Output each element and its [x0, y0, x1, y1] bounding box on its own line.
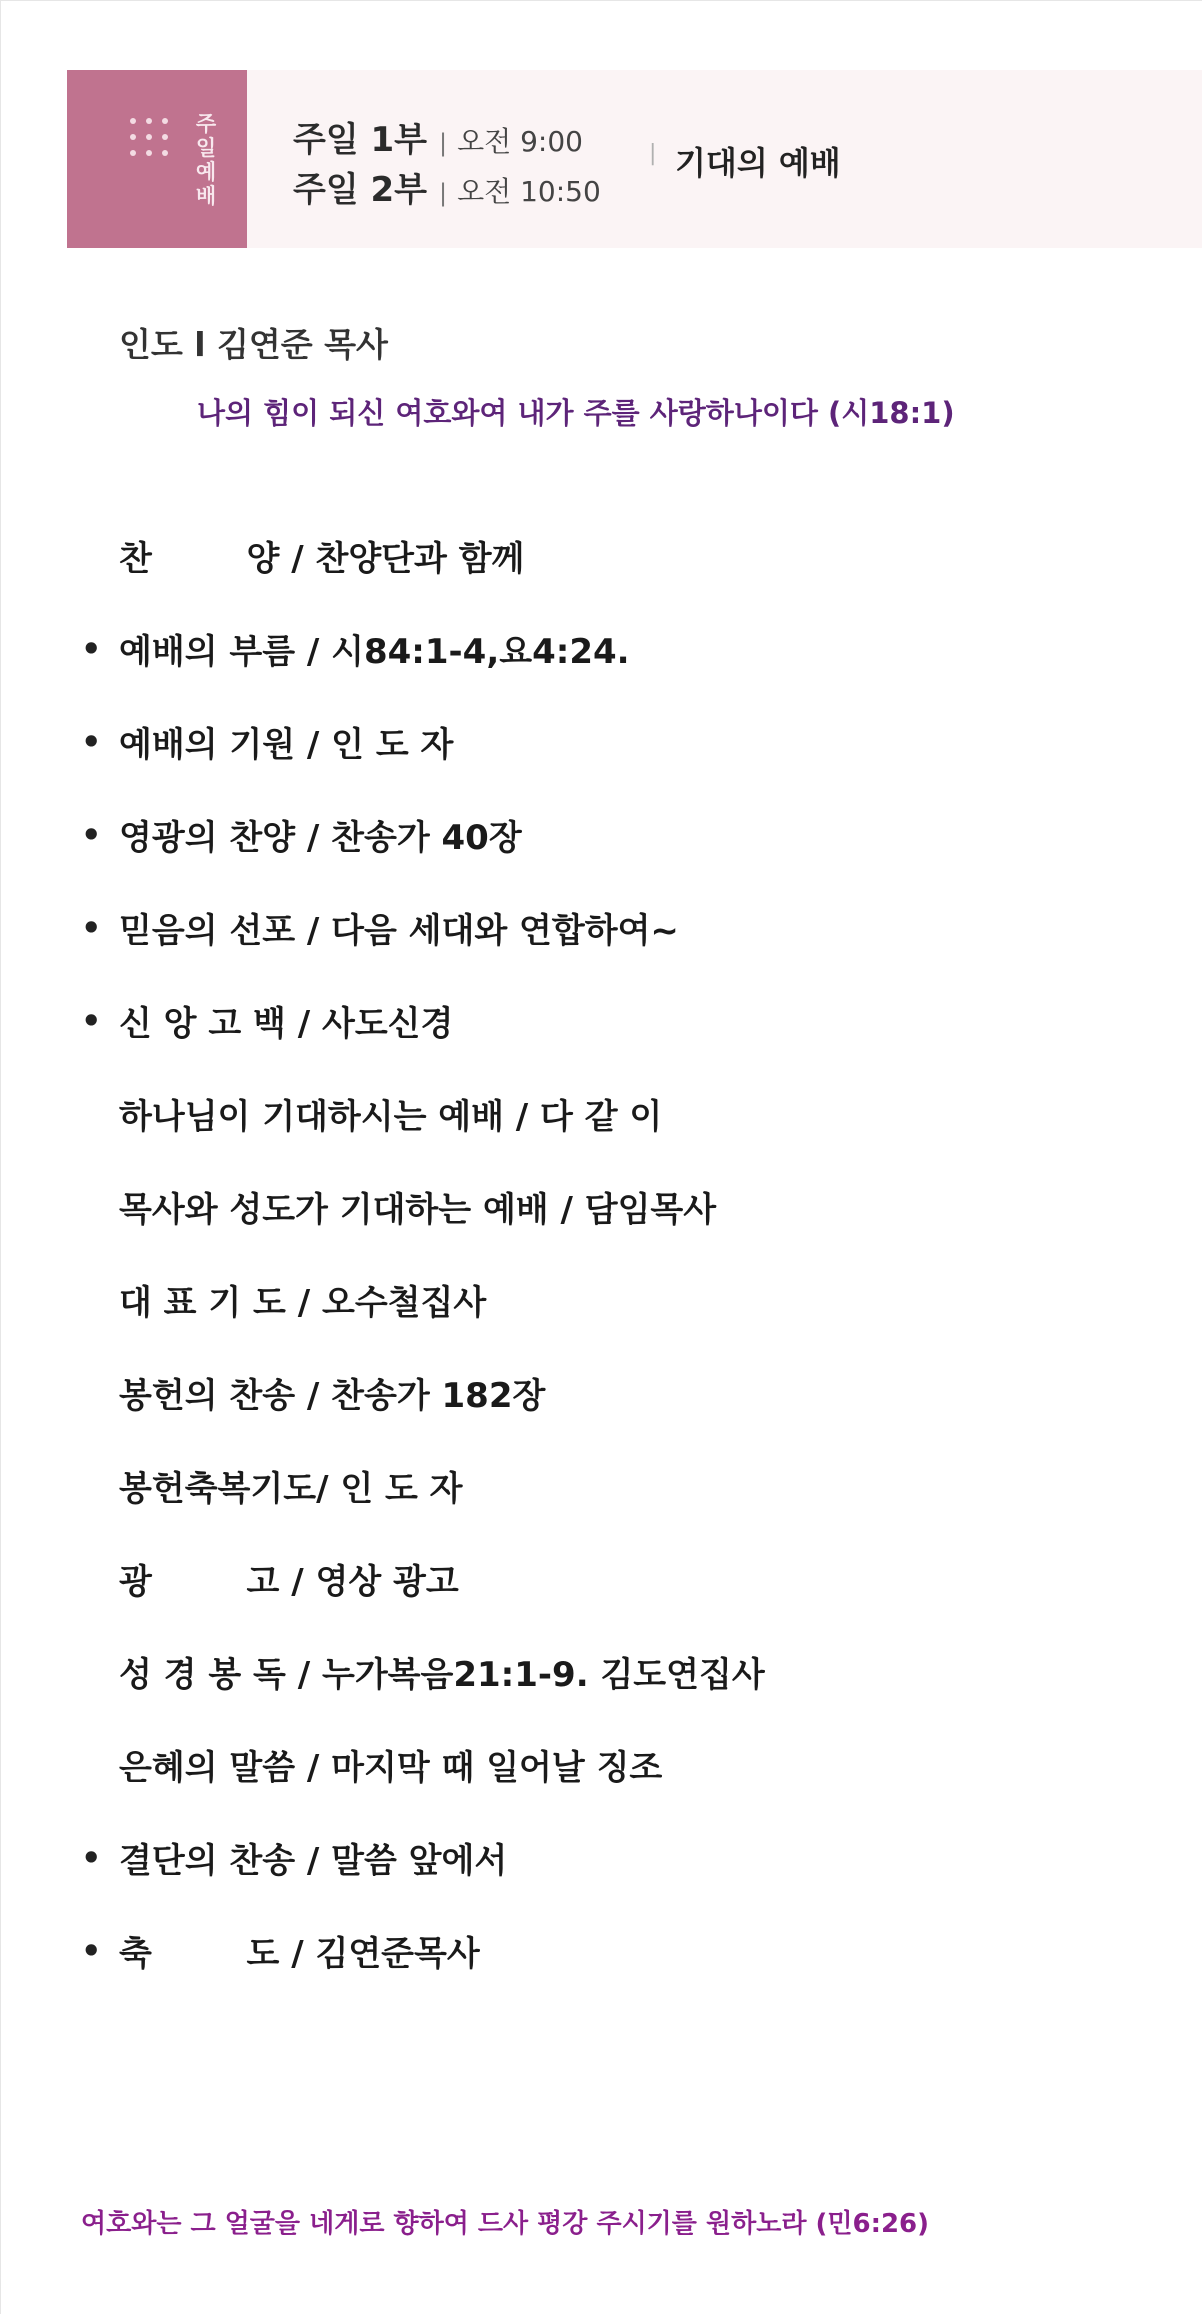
schedule-name: 주일 1부: [293, 120, 428, 160]
order-item: [1, 531, 1202, 624]
bullet-dot-icon: •: [81, 1002, 102, 1040]
order-item-text: 예배의 기원 / 인 도 자: [119, 725, 454, 765]
order-item-text: 축 도 / 김연준목사: [119, 1934, 480, 1974]
order-item: [1, 1182, 1202, 1275]
dot-grid-icon: [130, 118, 176, 164]
service-header: [67, 70, 1202, 248]
order-item-text: 대 표 기 도 / 오수철집사: [119, 1283, 487, 1323]
schedule-time: 오전 9:00: [457, 125, 583, 158]
schedule-name: 주일 2부: [293, 170, 428, 210]
order-item-text: 결단의 찬송 / 말씀 앞에서: [119, 1841, 508, 1881]
order-item: [1, 1647, 1202, 1740]
service-separator: |: [649, 141, 657, 166]
order-item-text: 봉헌의 찬송 / 찬송가 182장: [119, 1376, 546, 1416]
order-item: [1, 1554, 1202, 1647]
order-item: [1, 624, 1202, 717]
order-item: [1, 1833, 1202, 1926]
schedule-time: 오전 10:50: [457, 175, 601, 208]
order-item-text: 신 앙 고 백 / 사도신경: [119, 1004, 454, 1044]
leader-line: 인도 l 김연준 목사: [119, 325, 388, 364]
bullet-dot-icon: •: [81, 816, 102, 854]
schedule-row: [293, 162, 601, 212]
order-item-text: 하나님이 기대하시는 예배 / 다 같 이: [119, 1097, 663, 1137]
order-item: [1, 717, 1202, 810]
order-item: [1, 1089, 1202, 1182]
service-name: 기대의 예배: [675, 144, 841, 182]
order-item: [1, 1926, 1202, 2019]
order-item-text: 은혜의 말씀 / 마지막 때 일어날 징조: [119, 1748, 663, 1788]
benediction-verse: 여호와는 그 얼굴을 네게로 향하여 드사 평강 주시기를 원하노라 (민6:26): [81, 2209, 930, 2239]
badge-label: 주일예배: [195, 112, 217, 208]
bullet-dot-icon: •: [81, 630, 102, 668]
order-item: [1, 1740, 1202, 1833]
bullet-dot-icon: •: [81, 1932, 102, 1970]
order-item-text: 목사와 성도가 기대하는 예배 / 담임목사: [119, 1190, 717, 1230]
bullet-dot-icon: •: [81, 1839, 102, 1877]
order-item-text: 믿음의 선포 / 다음 세대와 연합하여~: [119, 911, 679, 951]
order-item-text: 봉헌축복기도/ 인 도 자: [119, 1469, 463, 1509]
schedule-row: [293, 112, 601, 162]
order-item-text: 영광의 찬양 / 찬송가 40장: [119, 818, 522, 858]
theme-verse: 나의 힘이 되신 여호와여 내가 주를 사랑하나이다 (시18:1): [197, 396, 955, 430]
schedule: [293, 112, 601, 212]
order-item-text: 광 고 / 영상 광고: [119, 1562, 459, 1602]
bullet-dot-icon: •: [81, 723, 102, 761]
service-badge: [67, 70, 247, 248]
order-item: [1, 996, 1202, 1089]
order-item: [1, 810, 1202, 903]
order-of-worship: [1, 531, 1202, 2019]
order-item: [1, 903, 1202, 996]
schedule-separator: |: [439, 129, 448, 157]
order-item: [1, 1368, 1202, 1461]
bullet-dot-icon: •: [81, 909, 102, 947]
order-item: [1, 1461, 1202, 1554]
schedule-separator: |: [439, 179, 448, 207]
order-item-text: 성 경 봉 독 / 누가복음21:1-9. 김도연집사: [119, 1655, 765, 1695]
order-item: [1, 1275, 1202, 1368]
order-item-text: 예배의 부름 / 시84:1-4,요4:24.: [119, 632, 630, 672]
order-item-text: 찬 양 / 찬양단과 함께: [119, 539, 525, 579]
